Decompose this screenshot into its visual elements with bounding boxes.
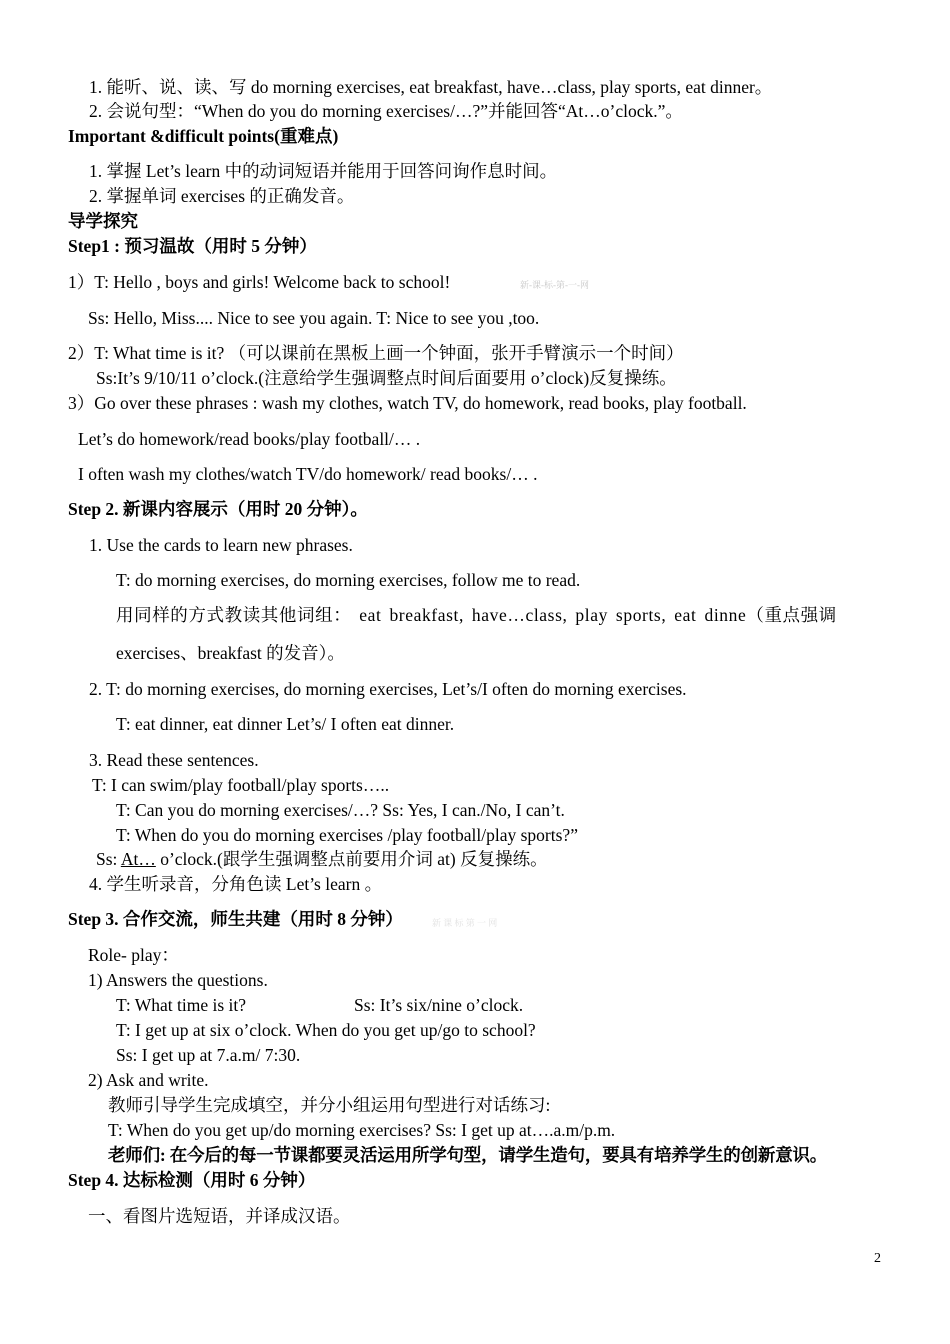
guide-heading: 导学探究 bbox=[68, 211, 138, 231]
step2-line-1: 1. Use the cards to learn new phrases. bbox=[89, 535, 353, 555]
step2-line-3: 用同样的方式教读其他词组： eat breakfast, have…class, play sports, eat dinne（重点强调 bbox=[116, 605, 837, 625]
step2-line-5: 2. T: do morning exercises, do morning exercises, Let’s/I often do morning exercises. bbox=[89, 679, 687, 699]
objective-1: 1. 能听、说、读、写 do morning exercises, eat breakfast, have…class, play sports, eat dinner。 bbox=[89, 77, 773, 97]
step3-line-2: 1) Answers the questions. bbox=[88, 970, 268, 990]
step1-line-5: 3）Go over these phrases : wash my clothes, watch TV, do homework, read books, play football. bbox=[68, 393, 747, 413]
step2-line-2: T: do morning exercises, do morning exercises, follow me to read. bbox=[116, 570, 581, 590]
step4-line-1: 一、看图片选短语，并译成汉语。 bbox=[88, 1206, 351, 1226]
at-underlined: At… bbox=[120, 849, 156, 869]
step3-line-6: 2) Ask and write. bbox=[88, 1070, 209, 1090]
step1-line-7: I often wash my clothes/watch TV/do homework/ read books/… . bbox=[78, 464, 538, 484]
step3-line-4: T: I get up at six o’clock. When do you get up/go to school? bbox=[116, 1020, 536, 1040]
step2-line-10: T: When do you do morning exercises /play football/play sports?” bbox=[116, 825, 578, 845]
step3-line-3a: T: What time is it? bbox=[116, 995, 247, 1015]
important-point-1: 1. 掌握 Let’s learn 中的动词短语并能用于回答问询作息时间。 bbox=[89, 161, 558, 181]
step1-line-3: 2）T: What time is it? （可以课前在黑板上画一个钟面，张开手臂演示一个时间） bbox=[68, 343, 684, 363]
step3-line-7: 教师引导学生完成填空，并分小组运用句型进行对话练习: bbox=[108, 1095, 551, 1115]
important-point-2: 2. 掌握单词 exercises 的正确发音。 bbox=[89, 186, 355, 206]
objective-2: 2. 会说句型：“When do you do morning exercises/…?”并能回答“At…o’clock.”。 bbox=[89, 101, 683, 121]
step4-heading: Step 4. 达标检测（用时 6 分钟） bbox=[68, 1170, 316, 1190]
step2-line-8: T: I can swim/play football/play sports….. bbox=[92, 775, 390, 795]
step1-line-1: 1）T: Hello , boys and girls! Welcome back to school! bbox=[68, 272, 451, 292]
watermark: 新-课-标-第-一-网 bbox=[520, 280, 589, 290]
step3-line-5: Ss: I get up at 7.a.m/ 7:30. bbox=[116, 1045, 301, 1065]
step3-line-1: Role- play： bbox=[88, 945, 179, 965]
step3-line-8: T: When do you get up/do morning exercises? Ss: I get up at….a.m/p.m. bbox=[108, 1120, 616, 1140]
step2-line-11 bbox=[96, 848, 548, 870]
watermark: 新 课 标 第 一 网 bbox=[432, 918, 498, 928]
step3-line-3b: Ss: It’s six/nine o’clock. bbox=[354, 995, 524, 1015]
step2-heading: Step 2. 新课内容展示（用时 20 分钟）。 bbox=[68, 499, 368, 519]
step1-line-4: Ss:It’s 9/10/11 o’clock.(注意给学生强调整点时间后面要用 o’clock)反复操练。 bbox=[96, 368, 677, 388]
step3-heading: Step 3. 合作交流，师生共建（用时 8 分钟） bbox=[68, 909, 403, 929]
step2-line-7: 3. Read these sentences. bbox=[89, 750, 259, 770]
important-points-heading: Important &difficult points(重难点) bbox=[68, 126, 339, 146]
ss-rest: o’clock.(跟学生强调整点前要用介词 at) 反复操练。 bbox=[155, 849, 548, 869]
page-number: 2 bbox=[874, 1251, 881, 1266]
step2-line-9: T: Can you do morning exercises/…? Ss: Yes, I can./No, I can’t. bbox=[116, 800, 565, 820]
step2-line-6: T: eat dinner, eat dinner Let’s/ I often eat dinner. bbox=[116, 714, 455, 734]
step1-heading: Step1 : 预习温故（用时 5 分钟） bbox=[68, 236, 317, 256]
ss-prefix: Ss: bbox=[96, 849, 121, 869]
step2-line-4: exercises、breakfast 的发音）。 bbox=[116, 643, 345, 663]
step2-line-12: 4. 学生听录音，分角色读 Let’s learn 。 bbox=[89, 874, 383, 894]
teacher-note: 老师们: 在今后的每一节课都要灵活运用所学句型，请学生造句，要具有培养学生的创新意识。 bbox=[108, 1145, 828, 1165]
step1-line-2: Ss: Hello, Miss.... Nice to see you again. T: Nice to see you ,too. bbox=[88, 308, 540, 328]
step1-line-6: Let’s do homework/read books/play football/… . bbox=[78, 429, 421, 449]
